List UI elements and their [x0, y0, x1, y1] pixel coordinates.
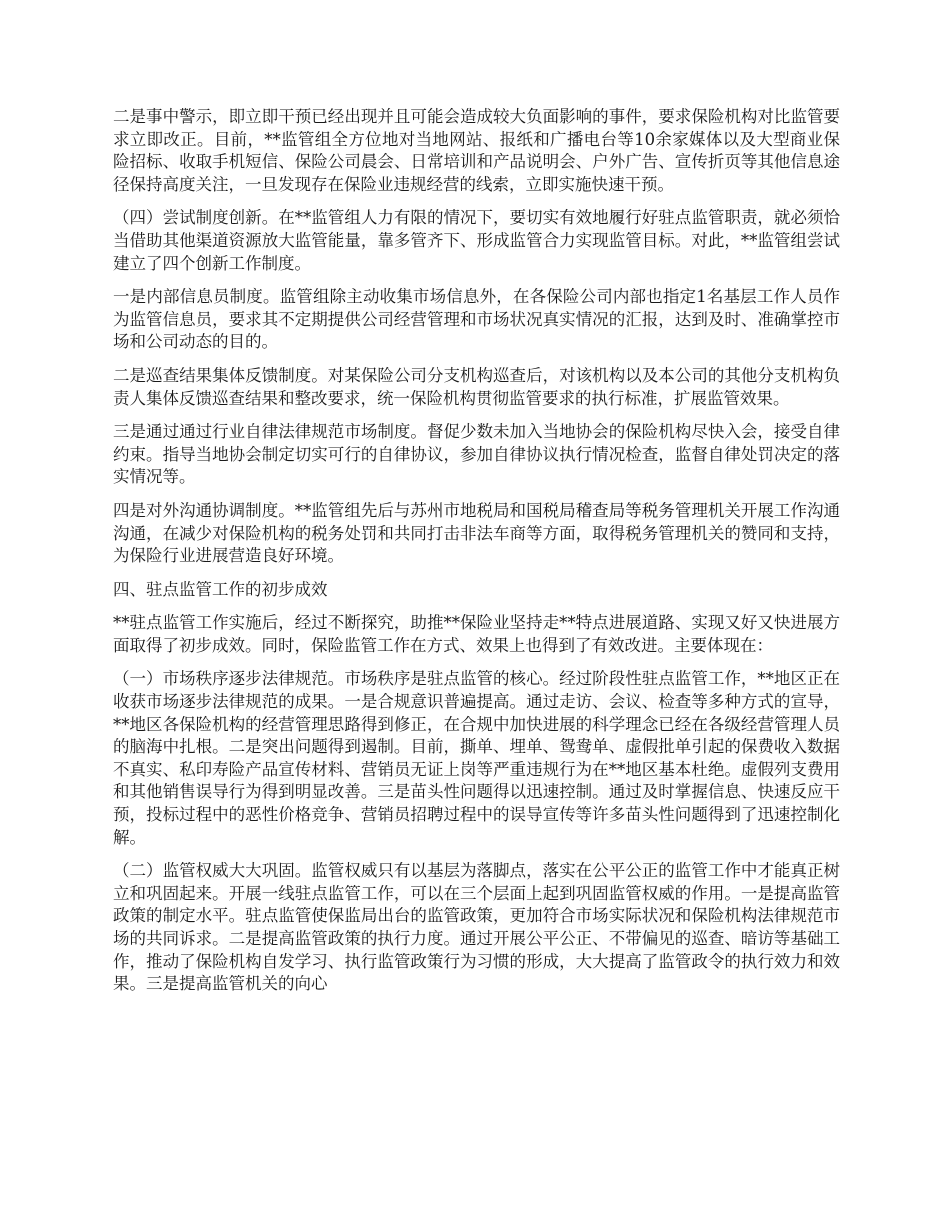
paragraph-early-warning: 二是事中警示，即立即干预已经出现并且可能会造成较大负面影响的事件，要求保险机构对比监管要求立即改正。目前，**监管组全方位地对当地网站、报纸和广播电台等10余家媒体以及大型商业保险招标、收取手机短信、保险公司晨会、日常培训和产品说明会、户外广告、宣传折页等其他信息途径保持高度关注，一旦发现存在保险业违规经营的线索，立即实施快速干预。 — [113, 107, 840, 194]
paragraph-internal-informant: 一是内部信息员制度。监管组除主动收集市场信息外，在各保险公司内部也指定1名基层工作人员作为监管信息员，要求其不定期提供公司经营管理和市场状况真实情况的汇报，达到及时、准确掌控市场和公司动态的目的。 — [113, 287, 840, 352]
paragraph-market-order: （一）市场秩序逐步法律规范。市场秩序是驻点监管的核心。经过阶段性驻点监管工作，**地区正在收获市场逐步法律规范的成果。一是合规意识普遍提高。通过走访、会议、检查等多种方式的宣导，**地区各保险机构的经营管理思路得到修正，在合规中加快进展的科学理念已经在各级经营管理人员的脑海中扎根。二是突出问题得到遏制。目前，撕单、埋单、鸳鸯单、虚假批单引起的保费收入数据不真实、私印寿险产品宣传材料、营销员无证上岗等严重违规行为在**地区基本杜绝。虚假列支费用和其他销售误导行为得到明显改善。三是苗头性问题得以迅速控制。通过及时掌握信息、快速反应干预，投标过程中的恶性价格竞争、营销员招聘过程中的误导宣传等许多苗头性问题得到了迅速控制化解。 — [113, 669, 840, 847]
paragraph-self-regulation: 三是通过通过行业自律法律规范市场制度。督促少数未加入当地协会的保险机构尽快入会，接受自律约束。指导当地协会制定切实可行的自律协议，参加自律协议执行情况检查，监督自律处罚决定的落实情况等。 — [113, 422, 840, 487]
document-page — [113, 106, 840, 1007]
paragraph-regulatory-authority: （二）监管权威大大巩固。监管权威只有以基层为落脚点，落实在公平公正的监管工作中才能真正树立和巩固起来。开展一线驻点监管工作，可以在三个层面上起到巩固监管权威的作用。一是提高监管政策的制定水平。驻点监管使保监局出台的监管政策，更加符合市场实际状况和保险机构法律规范市场的共同诉求。二是提高监管政策的执行力度。通过开展公平公正、不带偏见的巡查、暗访等基础工作，推动了保险机构自发学习、执行监管政策行为习惯的形成，大大提高了监管政令的执行效力和效果。三是提高监管机关的向心 — [113, 861, 840, 994]
paragraph-results-intro: **驻点监管工作实施后，经过不断探究，助推**保险业坚持走**特点进展道路、实现又好又快进展方面取得了初步成效。同时，保险监管工作在方式、效果上也得到了有效改进。主要体现在： — [113, 613, 840, 655]
paragraph-system-innovation: （四）尝试制度创新。在**监管组人力有限的情况下，要切实有效地履行好驻点监管职责，就必须恰当借助其他渠道资源放大监管能量，靠多管齐下、形成监管合力实现监管目标。对此，**监管组尝试建立了四个创新工作制度。 — [113, 208, 840, 273]
paragraph-collective-feedback: 二是巡查结果集体反馈制度。对某保险公司分支机构巡查后，对该机构以及本公司的其他分支机构负责人集体反馈巡查结果和整改要求，统一保险机构贯彻监管要求的执行标准，扩展监管效果。 — [113, 365, 840, 408]
section-heading-initial-results: 四、驻点监管工作的初步成效 — [113, 579, 328, 599]
paragraph-external-coordination: 四是对外沟通协调制度。**监管组先后与苏州市地税局和国税局稽查局等税务管理机关开展工作沟通沟通，在减少对保险机构的税务处罚和共同打击非法车商等方面，取得税务管理机关的赞同和支持，为保险行业进展营造良好环境。 — [113, 500, 840, 566]
